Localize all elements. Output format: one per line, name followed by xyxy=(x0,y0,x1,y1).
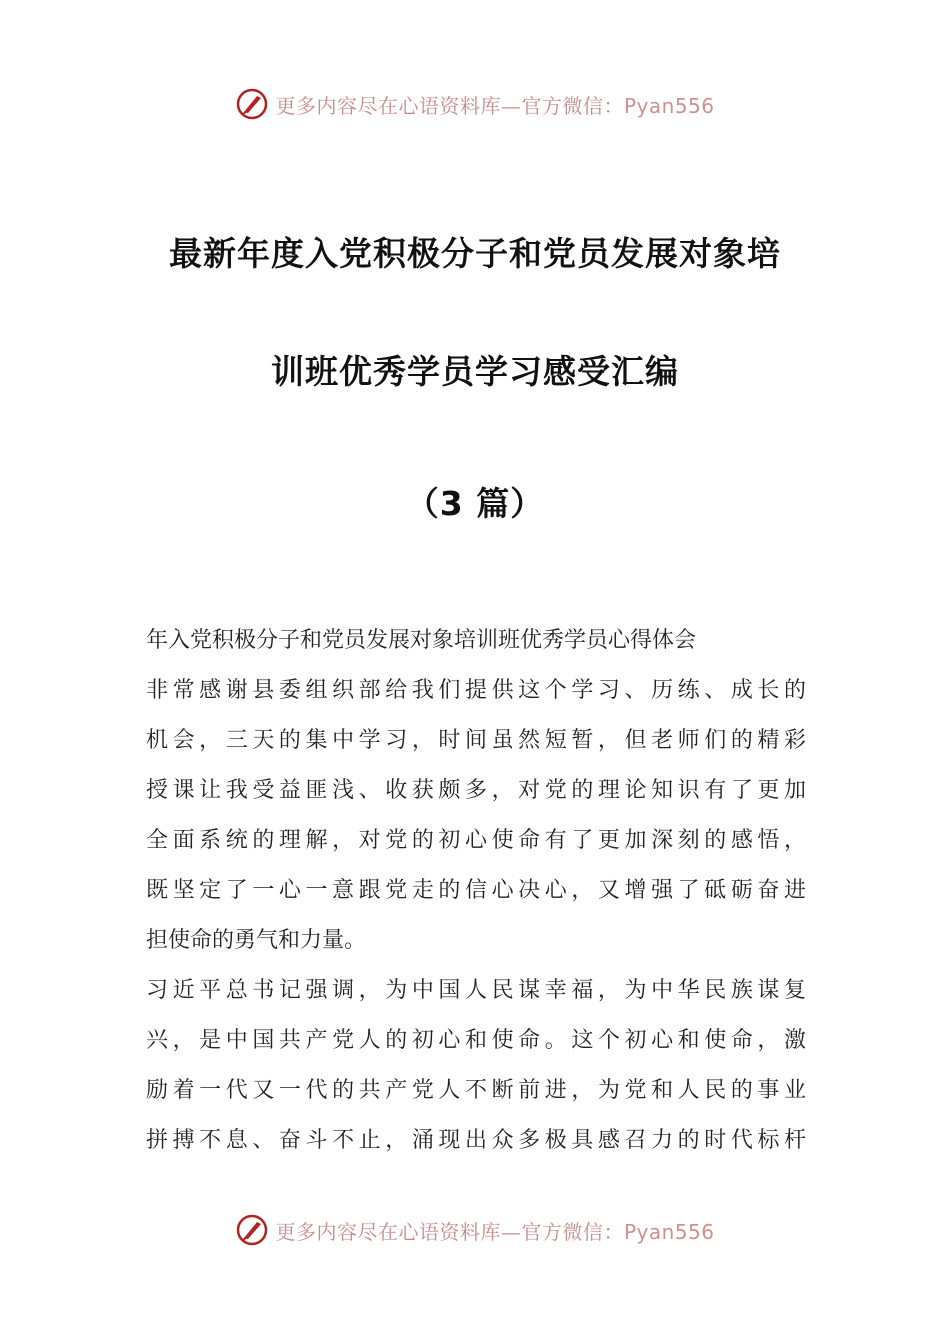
body-line: 非常感谢县委组织部给我们提供这个学习、历练、成长的 xyxy=(146,678,806,703)
footer-banner xyxy=(0,1208,950,1252)
quill-logo-icon xyxy=(235,1213,269,1247)
body-line: 励着一代又一代的共产党人不断前进，为党和人民的事业 xyxy=(146,1078,806,1103)
title-line-1: 最新年度入党积极分子和党员发展对象培 xyxy=(169,234,781,273)
title-count: （3 篇） xyxy=(405,484,545,523)
body-line: 既坚定了一心一意跟党走的信心决心，又增强了砥砺奋进 xyxy=(146,878,806,903)
header-banner-text: 更多内容尽在心语资料库—官方微信：Pyan556 xyxy=(275,93,715,118)
body-line: 习近平总书记强调，为中国人民谋幸福，为中华民族谋复 xyxy=(146,978,806,1003)
title-line-2: 训班优秀学员学习感受汇编 xyxy=(271,352,679,391)
body-line: 机会，三天的集中学习，时间虽然短暂，但老师们的精彩 xyxy=(146,728,806,753)
body-line: 全面系统的理解，对党的初心使命有了更加深刻的感悟， xyxy=(146,828,806,853)
body-line: 拼搏不息、奋斗不止，涌现出众多极具感召力的时代标杆 xyxy=(146,1128,806,1153)
body-line: 授课让我受益匪浅、收获颇多，对党的理论知识有了更加 xyxy=(146,778,806,803)
body-text xyxy=(146,616,806,1166)
header-wechat-id: Pyan556 xyxy=(623,93,715,118)
footer-wechat-id: Pyan556 xyxy=(623,1219,715,1244)
header-banner xyxy=(0,82,950,126)
quill-logo-icon xyxy=(235,87,269,121)
footer-banner-text: 更多内容尽在心语资料库—官方微信：Pyan556 xyxy=(275,1219,715,1244)
body-line: 担使命的勇气和力量。 xyxy=(146,928,367,953)
body-line: 兴，是中国共产党人的初心和使命。这个初心和使命，激 xyxy=(146,1028,806,1053)
body-line: 年入党积极分子和党员发展对象培训班优秀学员心得体会 xyxy=(146,628,697,653)
